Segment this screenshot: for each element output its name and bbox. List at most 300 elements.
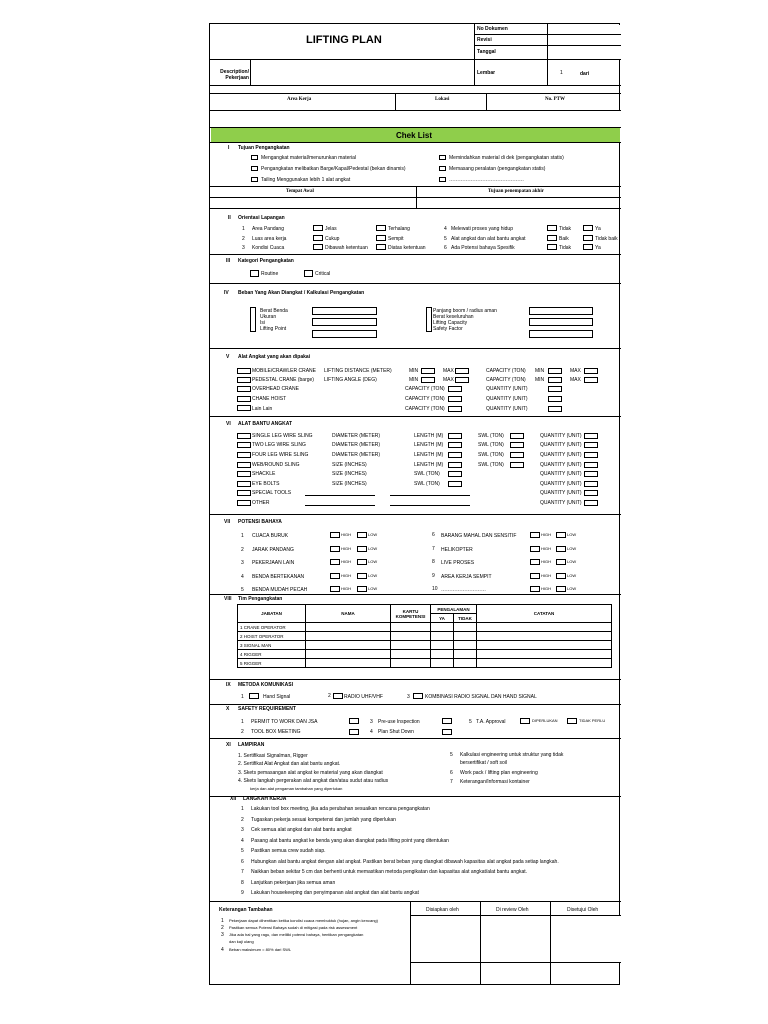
section-number: II [228,215,231,221]
input-box[interactable] [584,377,598,383]
checkbox[interactable] [237,405,251,411]
role-cell [238,641,306,650]
ptw-label: No. PTW [545,97,565,102]
routine-checkbox[interactable] [250,270,259,277]
description-label: Description/ Pekerjaan [220,69,249,81]
input-box[interactable] [448,386,462,392]
input-box[interactable] [548,368,562,374]
checkbox[interactable] [313,225,323,231]
option-label: Pengangkatan melibatkan Barge/Kapal/Pedestal (bekan dinamis) [261,166,406,172]
input-box[interactable] [421,377,435,383]
table-cell[interactable] [391,650,431,659]
underline [305,505,375,506]
doc-number-label: No Dokumen [477,26,508,32]
hazard-label: BENDA BERTEKANAN [252,574,305,580]
input-box[interactable] [584,500,598,506]
input-box[interactable] [529,318,593,326]
sling-label: FOUR LEG WIRE SLING [252,452,309,458]
low-checkbox[interactable] [556,586,566,592]
input-box[interactable] [584,481,598,487]
divider [210,85,621,86]
checkbox[interactable] [376,244,386,250]
checkbox[interactable] [251,155,258,160]
low-label: LOW [368,546,378,551]
high-checkbox[interactable] [530,532,540,538]
input-box[interactable] [448,452,462,458]
param-label: SWL (TON) [414,471,440,477]
section-number: I [228,145,230,151]
param-label: QUANTITY (UNIT) [540,500,582,506]
checkbox[interactable] [237,433,251,439]
sheet-label: Lembar [477,70,496,76]
hazard-number: 7 [432,546,435,552]
table-cell[interactable] [306,623,391,632]
calc-label: Lifting Capacity [433,320,468,326]
high-checkbox[interactable] [330,546,340,552]
checkbox[interactable] [237,500,251,506]
low-checkbox[interactable] [556,532,566,538]
approved-signature-field[interactable] [551,916,620,962]
param-label: QUANTITY (UNIT) [540,462,582,468]
section-number: IV [224,290,229,296]
section-title: POTENSI BAHAYA [238,519,282,525]
param-label: SIZE (INCHES) [332,481,367,487]
high-checkbox[interactable] [530,559,540,565]
divider [210,348,621,349]
checkbox[interactable] [439,177,446,182]
param-label: QUANTITY (UNIT) [540,452,582,458]
input-box[interactable] [510,462,524,468]
table-cell[interactable] [391,632,431,641]
input-box[interactable] [584,452,598,458]
page-number: 1 [560,70,563,76]
checkbox[interactable] [237,490,251,496]
hazard-number: 2 [241,547,244,553]
role-cell [238,659,306,668]
option-label: ……………………………………… [449,177,524,183]
input-box[interactable] [548,377,562,383]
area-location-field[interactable] [211,111,620,127]
attachment-item: 2. Sertifikat Alat Angkat dan alat bantu angkat. [238,761,341,767]
table-cell[interactable] [306,659,391,668]
option-label: Ya [595,226,601,232]
input-box[interactable] [584,433,598,439]
step-text: Naikkan beban sekitar 5 cm dan berhenti untuk memastikan metoda pengikatan dan kapasitas alat angkat/alat bantu angkat. [251,869,528,875]
param-label: QUANTITY (UNIT) [540,490,582,496]
option-label: Critical [315,271,331,277]
table-cell[interactable] [454,659,477,668]
checkbox[interactable] [376,235,386,241]
input-box[interactable] [584,368,598,374]
row-number: 1 [240,624,243,630]
checkbox[interactable] [349,718,359,724]
low-checkbox[interactable] [357,573,367,579]
calc-label: Panjang boom / radius aman [433,308,497,314]
option-label: Routine [261,271,279,277]
input-box[interactable] [448,406,462,412]
input-box[interactable] [448,433,462,439]
attachment-number: 5 [450,752,453,758]
low-label: LOW [368,559,378,564]
input-box[interactable] [548,386,562,392]
reviewed-by-label: Di review Oleh [496,907,529,913]
critical-checkbox[interactable] [304,270,313,277]
section-number: X [226,706,230,712]
table-cell[interactable] [391,623,431,632]
revision-label: Revisi [477,37,492,43]
prepared-signature-field[interactable] [411,916,480,962]
section-title: Beban Yang Akan Diangkat / Kalkulasi Pengangkatan [238,290,365,296]
checkbox[interactable] [237,481,251,487]
input-box[interactable] [455,377,469,383]
step-number: 6 [241,858,244,865]
role-label: SIGNAL MAN [243,642,272,648]
role-cell [238,623,306,632]
low-checkbox[interactable] [556,559,566,565]
param-label: LIFTING ANGLE (DEG) [324,377,377,383]
param-label: LENGTH (M) [414,442,444,448]
checkbox[interactable] [333,693,343,699]
underline [390,505,470,506]
checkbox[interactable] [442,718,452,724]
high-checkbox[interactable] [330,559,340,565]
checkbox[interactable] [237,386,251,392]
low-label: LOW [567,586,577,591]
checkbox[interactable] [583,244,593,250]
low-checkbox[interactable] [357,532,367,538]
checkbox[interactable] [547,235,557,241]
team-table [237,604,612,668]
row-label: Area Pandang [252,226,284,232]
table-cell[interactable] [306,632,391,641]
option-label: T.A. Approval [476,719,506,725]
param-label: SWL (TON) [414,481,440,487]
section-number: VI [226,421,231,427]
input-box[interactable] [448,481,462,487]
high-checkbox[interactable] [530,586,540,592]
hazard-label: BARANG MAHAL DAN SENSITIF [441,533,517,539]
equipment-label: Lain Lain [252,406,273,412]
checkbox[interactable] [547,244,557,250]
attachment-item: Keterangan/Informasi kontainer [460,779,530,785]
hazard-label: BENDA MUDAH PECAH [252,587,308,593]
divider [210,254,621,255]
input-box[interactable] [548,406,562,412]
step-text: Pastikan semua crew sudah siap. [251,848,326,854]
step-text: Cek semua alat angkat dan alat bantu angkat [251,827,352,833]
low-label: LOW [567,559,577,564]
checkbox[interactable] [439,166,446,171]
input-box[interactable] [312,318,377,326]
option-label: Dibawah ketentuan [325,245,368,251]
hazard-number: 5 [241,587,244,593]
param-label: LENGTH (M) [414,433,444,439]
high-checkbox[interactable] [330,573,340,579]
input-box[interactable] [448,442,462,448]
input-box[interactable] [510,452,524,458]
table-row [238,641,612,650]
page-title: LIFTING PLAN [306,34,382,46]
option-label: Memasang peralatan (pengangkatan statis) [449,166,546,172]
param-label: MAX [443,368,454,374]
section-number: VII [224,519,231,525]
note-number: 4 [221,947,224,953]
hazard-label: PEKERJAAN LAIN [252,560,295,566]
divider [486,93,487,110]
high-label: HIGH [341,546,351,551]
checkbox[interactable] [349,729,359,735]
checkbox[interactable] [376,225,386,231]
left-bracket [250,307,256,332]
description-field[interactable] [251,60,474,85]
table-cell[interactable] [477,650,612,659]
option-label: Hand Signal [263,694,291,700]
role-label: CRANE OPERATOR [243,624,286,630]
param-label: CAPACITY (TON) [405,396,445,402]
sling-label: SHACKLE [252,471,276,477]
low-label: LOW [368,586,378,591]
low-checkbox[interactable] [357,586,367,592]
option-label: Pre-use Inspection [378,719,420,725]
high-label: HIGH [541,559,551,564]
input-box[interactable] [448,396,462,402]
input-box[interactable] [448,471,462,477]
table-cell[interactable] [431,641,454,650]
option-label: Plan Shut Down [378,729,414,735]
table-cell[interactable] [431,632,454,641]
step-text: Lakukan tool box meeting, jika ada perubahan sesuaikan rencana pengangkatan [251,806,430,812]
role-label: HOIST OPERATOR [243,633,284,639]
col-header: TIDAK [454,614,477,623]
divider [210,197,621,198]
checkbox[interactable] [249,693,259,699]
option-label: PERMIT TO WORK DAN JSA [251,719,318,725]
input-box[interactable] [312,330,377,338]
hazard-label: HELIKOPTER [441,547,473,553]
section-title: LAMPIRAN [238,742,265,748]
table-cell[interactable] [306,650,391,659]
checkbox[interactable] [237,377,251,383]
checkbox[interactable] [520,718,530,724]
calc-label: Berat keseluruhan [433,314,474,320]
table-cell[interactable] [391,641,431,650]
low-label: LOW [368,573,378,578]
checkbox[interactable] [413,693,423,699]
table-cell[interactable] [454,650,477,659]
prepared-by-label: Disiapkan oleh [426,907,459,913]
param-label: MAX [443,377,454,383]
hazard-number: 9 [432,573,435,579]
input-box[interactable] [510,433,524,439]
param-label: DIAMETER (METER) [332,452,381,458]
row-number: 4 [240,651,243,657]
row-number: 2 [240,633,243,639]
table-cell[interactable] [306,641,391,650]
hazard-number: 1 [241,533,244,539]
note-number: 1 [221,918,224,924]
table-cell[interactable] [391,659,431,668]
checkbox[interactable] [237,471,251,477]
input-box[interactable] [584,462,598,468]
area-label: Area Kerja [287,97,312,102]
step-number: 1 [241,806,244,812]
param-label: CAPACITY (TON) [405,386,445,392]
input-box[interactable] [584,471,598,477]
row-label: Alat angkat dan alat bantu angkat [451,236,526,242]
param-label: QUANTITY (UNIT) [486,406,528,412]
option-label: Tidak baik [595,236,618,242]
table-cell[interactable] [477,623,612,632]
table-cell[interactable] [477,632,612,641]
role-label: RIGGER [243,651,262,657]
attachment-number: 6 [450,770,453,776]
low-checkbox[interactable] [357,546,367,552]
step-text: Hubungkan alat bantu angkat dengan alat angkat. Pastikan berat beban yang diangkat dibawah kapasitas alat angkat pada setiap langkah. [251,858,559,865]
table-cell[interactable] [477,641,612,650]
param-label: MIN [409,377,419,383]
col-header: CATATAN [477,605,612,623]
hazard-number: 8 [432,559,435,565]
table-cell[interactable] [454,632,477,641]
row-number: 2 [242,236,245,242]
option-label: Jelas [325,226,337,232]
col-header: YA [431,614,454,623]
param-label: SIZE (INCHES) [332,462,367,468]
checkbox[interactable] [583,225,593,231]
option-label: Tailing Menggunakan lebih 1 alat angkat [261,177,351,183]
param-label: QUANTITY (UNIT) [540,471,582,477]
checkbox[interactable] [442,729,452,735]
equipment-label: PEDESTAL CRANE (barge) [252,377,314,383]
high-checkbox[interactable] [530,573,540,579]
doc-number-field[interactable] [548,25,620,34]
lifting-plan-form [209,23,620,985]
attachment-item: kerja dan alat pengaman tambahan yang diperlukan [250,786,343,791]
param-label: MIN [409,368,419,374]
step-number: 8 [241,879,244,886]
low-label: LOW [567,532,577,537]
checkbox[interactable] [251,166,258,171]
row-number: 4 [444,226,447,232]
option-label: TIDAK PERLU [579,718,606,723]
equipment-label: CHANE HOIST [252,396,287,402]
sling-label: SINGLE LEG WIRE SLING [252,433,313,439]
param-label: DIAMETER (METER) [332,433,381,439]
table-cell[interactable] [431,650,454,659]
table-cell[interactable] [431,623,454,632]
calc-label: Lifting Point [260,326,287,332]
option-label: Cukup [325,236,340,242]
high-checkbox[interactable] [530,546,540,552]
start-location-label: Tempat Awal [286,189,314,194]
checkbox[interactable] [313,244,323,250]
checkbox[interactable] [583,235,593,241]
date-field[interactable] [548,46,620,59]
section-title: Tim Pengangkatan [238,596,283,602]
checkbox[interactable] [313,235,323,241]
input-box[interactable] [510,442,524,448]
low-checkbox[interactable] [556,573,566,579]
role-cell [238,632,306,641]
checkbox[interactable] [237,368,251,374]
divider [210,738,621,739]
checkbox[interactable] [439,155,446,160]
sling-label: TWO LEG WIRE SLING [252,442,306,448]
note-text: Pekerjaan dapat dihentikan ketika kondisi cuaca membuktuk (hujan, angin kencang) [229,918,378,923]
param-label: QUANTITY (UNIT) [486,396,528,402]
calc-label: Isi [260,320,265,326]
param-label: LIFTING DISTANCE (METER) [324,368,392,374]
note-number: 3 [221,932,224,938]
checkbox[interactable] [237,462,251,468]
note-number: 2 [221,925,224,931]
final-location-label: Tujuan penempatan akhir [488,189,544,194]
section-title: Tujuan Pengangkatan [238,145,290,151]
input-box[interactable] [421,368,435,374]
low-checkbox[interactable] [556,546,566,552]
attachment-item: 3. Skets pemasangan alat angkat ke material yang akan diangkat [238,770,383,776]
divider [210,901,621,902]
date-label: Tanggal [477,49,496,55]
row-number: 5 [444,236,447,242]
col-header: JABATAN [238,605,306,623]
section-title: ALAT BANTU ANGKAT [238,421,293,427]
input-box[interactable] [455,368,469,374]
checkbox[interactable] [237,396,251,402]
section-number: V [226,354,230,360]
high-label: HIGH [541,546,551,551]
revision-field[interactable] [548,35,620,45]
checklist-title: Chek List [396,131,433,140]
input-box[interactable] [548,396,562,402]
note-text: Jika ada hal yang ragu, dan meliliki potensi bahaya, hentikan pengangkatan [229,932,364,937]
checkbox[interactable] [251,177,258,182]
reviewed-signature-field[interactable] [481,916,550,962]
high-checkbox[interactable] [330,532,340,538]
step-text: Tugaskan pekerja sesuai kompetensi dan jumlah yang diperlukan [251,816,396,823]
param-label: CAPACITY (TON) [486,377,526,383]
table-cell[interactable] [431,659,454,668]
input-box[interactable] [312,307,377,315]
checkbox[interactable] [237,452,251,458]
checkbox[interactable] [567,718,577,724]
checkbox[interactable] [547,225,557,231]
input-box[interactable] [529,307,593,315]
option-number: 1 [241,719,244,725]
divider [210,704,621,705]
attachment-item: 1. Sertifikasi Signalman, Rigger [238,753,308,759]
param-label: CAPACITY (TON) [405,406,445,412]
input-box[interactable] [584,490,598,496]
input-box[interactable] [529,330,593,338]
row-label: Luas area kerja [252,236,287,242]
input-box[interactable] [584,442,598,448]
input-box[interactable] [448,462,462,468]
role-cell [238,650,306,659]
option-label: Sempit [388,236,404,242]
table-cell[interactable] [454,641,477,650]
table-cell[interactable] [454,623,477,632]
underline [305,495,375,496]
high-checkbox[interactable] [330,586,340,592]
param-label: SWL (TON) [478,452,504,458]
low-checkbox[interactable] [357,559,367,565]
page-of: dari [580,71,590,77]
param-label: CAPACITY (TON) [486,368,526,374]
table-cell[interactable] [477,659,612,668]
param-label: QUANTITY (UNIT) [540,442,582,448]
checkbox[interactable] [237,442,251,448]
